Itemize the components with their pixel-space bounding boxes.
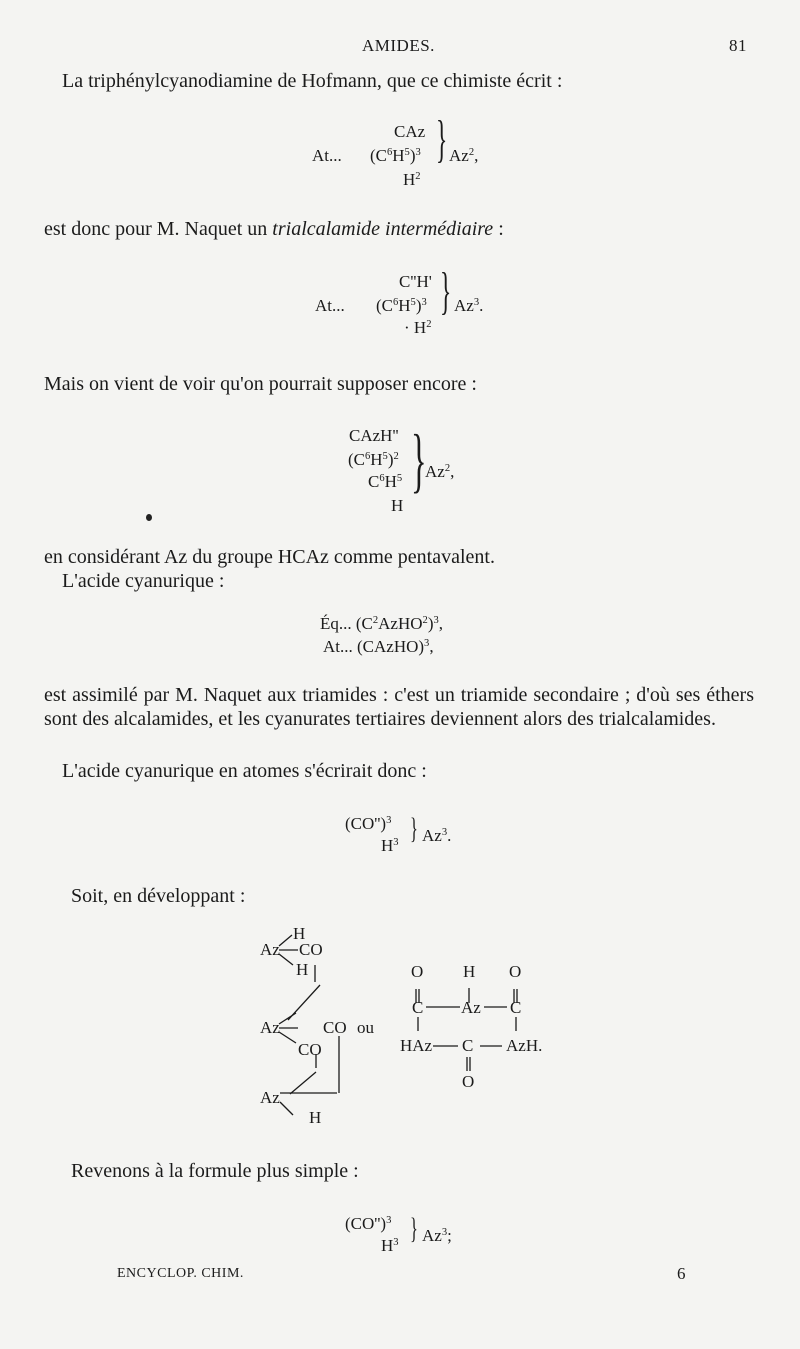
- atom-label: Az: [260, 940, 280, 959]
- formula-3-line-1: CAzH'': [349, 426, 399, 445]
- atom-label: H: [296, 960, 309, 979]
- atom-label: Az: [260, 1088, 280, 1107]
- paragraph-5: L'acide cyanurique :: [62, 570, 225, 592]
- atom-label: O: [411, 962, 424, 981]
- brace-icon: }: [410, 812, 418, 845]
- formula-1-bottom: $H^2$: [403, 170, 421, 189]
- paragraph-7: L'acide cyanurique en atomes s'écrirait donc :: [62, 760, 427, 782]
- atom-label: Az: [260, 1018, 280, 1037]
- paragraph-8: Soit, en développant :: [71, 885, 246, 907]
- footer-right: 6: [677, 1264, 686, 1283]
- formula-1-right: Az$^2$,: [449, 146, 479, 165]
- atom-label: H: [309, 1108, 322, 1127]
- brace-icon: }: [410, 1212, 418, 1245]
- formula-3-line-4: H: [391, 496, 404, 515]
- atom-label: H: [463, 962, 476, 981]
- formula-2-middle: $(C^6H^5)^3$: [376, 296, 427, 315]
- formula-3-line-2: $(C^6H^5)^2$: [348, 450, 399, 469]
- formula-2-prefix: At...: [315, 296, 345, 315]
- brace-icon: }: [436, 111, 448, 168]
- formula-2-bottom: · $H^2$: [404, 318, 432, 337]
- atom-label: H: [293, 924, 306, 943]
- atom-label: C: [510, 998, 522, 1017]
- formula-6-line-1: $(CO'')^3$: [345, 1214, 392, 1233]
- formula-5-line-2: $H^3$: [381, 836, 399, 855]
- paragraph-9: Revenons à la formule plus simple :: [71, 1160, 359, 1182]
- formula-5-line-1: $(CO'')^3$: [345, 814, 392, 833]
- running-head: AMIDES.: [362, 36, 435, 55]
- page-number: 81: [729, 36, 747, 55]
- formula-1-middle: $(C^6H^5)^3$: [370, 146, 421, 165]
- paragraph-2: est donc pour M. Naquet un trialcalamide intermédiaire :: [44, 218, 504, 240]
- atom-label: HAz: [400, 1036, 433, 1055]
- formula-4-line-2: At... (CAzHO)$^3$,: [323, 637, 434, 656]
- atom-label: C: [462, 1036, 474, 1055]
- formula-2-top: C''H': [399, 272, 432, 291]
- paragraph-1: La triphénylcyanodiamine de Hofmann, que ce chimiste écrit :: [62, 70, 563, 92]
- formula-1-prefix: At...: [312, 146, 342, 165]
- formula-6-line-2: $H^3$: [381, 1236, 399, 1255]
- formula-6-right: Az$^3$;: [422, 1226, 452, 1245]
- atom-label: CO: [298, 1040, 322, 1059]
- formula-3-line-3: $C^6H^5$: [368, 472, 403, 491]
- atom-label: O: [462, 1072, 475, 1091]
- formula-5-right: Az$^3$.: [422, 826, 452, 845]
- formula-2-right: Az$^3$.: [454, 296, 484, 315]
- paragraph-3: Mais on vient de voir qu'on pourrait supposer encore :: [44, 373, 477, 395]
- paragraph-6: est assimilé par M. Naquet aux triamides : c'est un triamide secondaire ; d'où ses éthers sont des alcalamides, et les cyanurates tertiaires deviennent alors des trialcalamides.: [44, 684, 754, 730]
- formula-1-top: CAz: [394, 122, 426, 141]
- brace-icon: }: [440, 263, 452, 320]
- atom-label: CO: [299, 940, 323, 959]
- formula-4-line-1: Éq... $(C^2AzHO^2)^3$,: [320, 614, 443, 633]
- paragraph-4: en considérant Az du groupe HCAz comme pentavalent.: [44, 546, 495, 568]
- formula-3-right: Az$^2$,: [425, 462, 455, 481]
- atom-label: Az: [461, 998, 481, 1017]
- atom-label: AzH.: [506, 1036, 543, 1055]
- ou-label: ou: [357, 1018, 374, 1037]
- atom-label: O: [509, 962, 522, 981]
- atom-label: CO: [323, 1018, 347, 1037]
- brace-icon: }: [411, 420, 427, 500]
- footer-left: ENCYCLOP. CHIM.: [117, 1266, 244, 1281]
- atom-label: C: [412, 998, 424, 1017]
